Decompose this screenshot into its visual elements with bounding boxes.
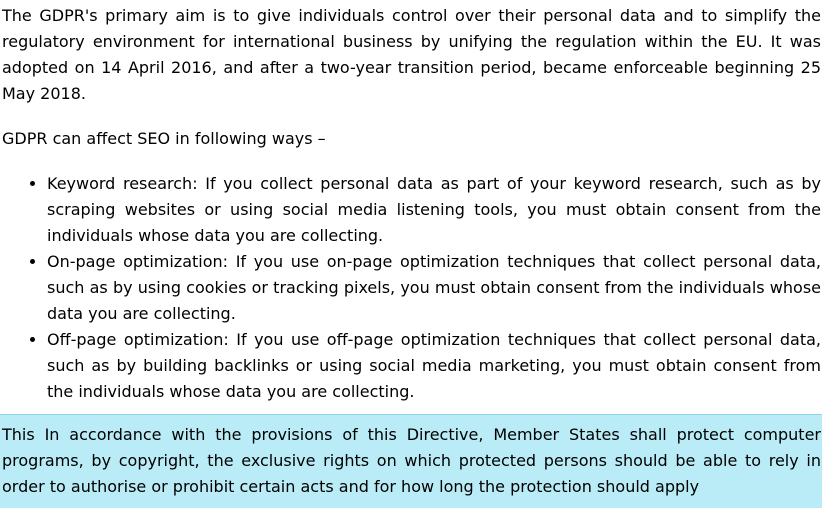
- list-item: • On-page optimization: If you use on-page optimization techniques that collect personal data, such as by using cookies or tracking pixels, you must obtain consent from the individuals whose data you are collecting.: [47, 249, 821, 327]
- note-text: This In accordance with the provisions of this Directive, Member States shall protect computer programs, by copyright, the exclusive rights on which protected persons should be able to rely in order to authorise or prohibit certain acts and for how long the protection should apply: [2, 425, 821, 496]
- list-item: • Off-page optimization: If you use off-page optimization techniques that collect personal data, such as by building backlinks or using social media marketing, you must obtain consent from the individuals whose data you are collecting.: [47, 327, 821, 405]
- article-content: [0, 3, 822, 405]
- lead-text: GDPR can affect SEO in following ways –: [2, 129, 326, 148]
- intro-paragraph: The GDPR's primary aim is to give individuals control over their personal data and to simplify the regulatory environment for international business by unifying the regulation within the EU. It was adopted on 14 April 2016, and after a two-year transition period, became enforceable beginning 25 May 2018.: [2, 6, 821, 103]
- list-item: • Keyword research: If you collect personal data as part of your keyword research, such as by scraping websites or using social media listening tools, you must obtain consent from the individuals whose data you are collecting.: [47, 171, 821, 249]
- note-box: [0, 414, 822, 508]
- seo-effects-list: [2, 171, 821, 405]
